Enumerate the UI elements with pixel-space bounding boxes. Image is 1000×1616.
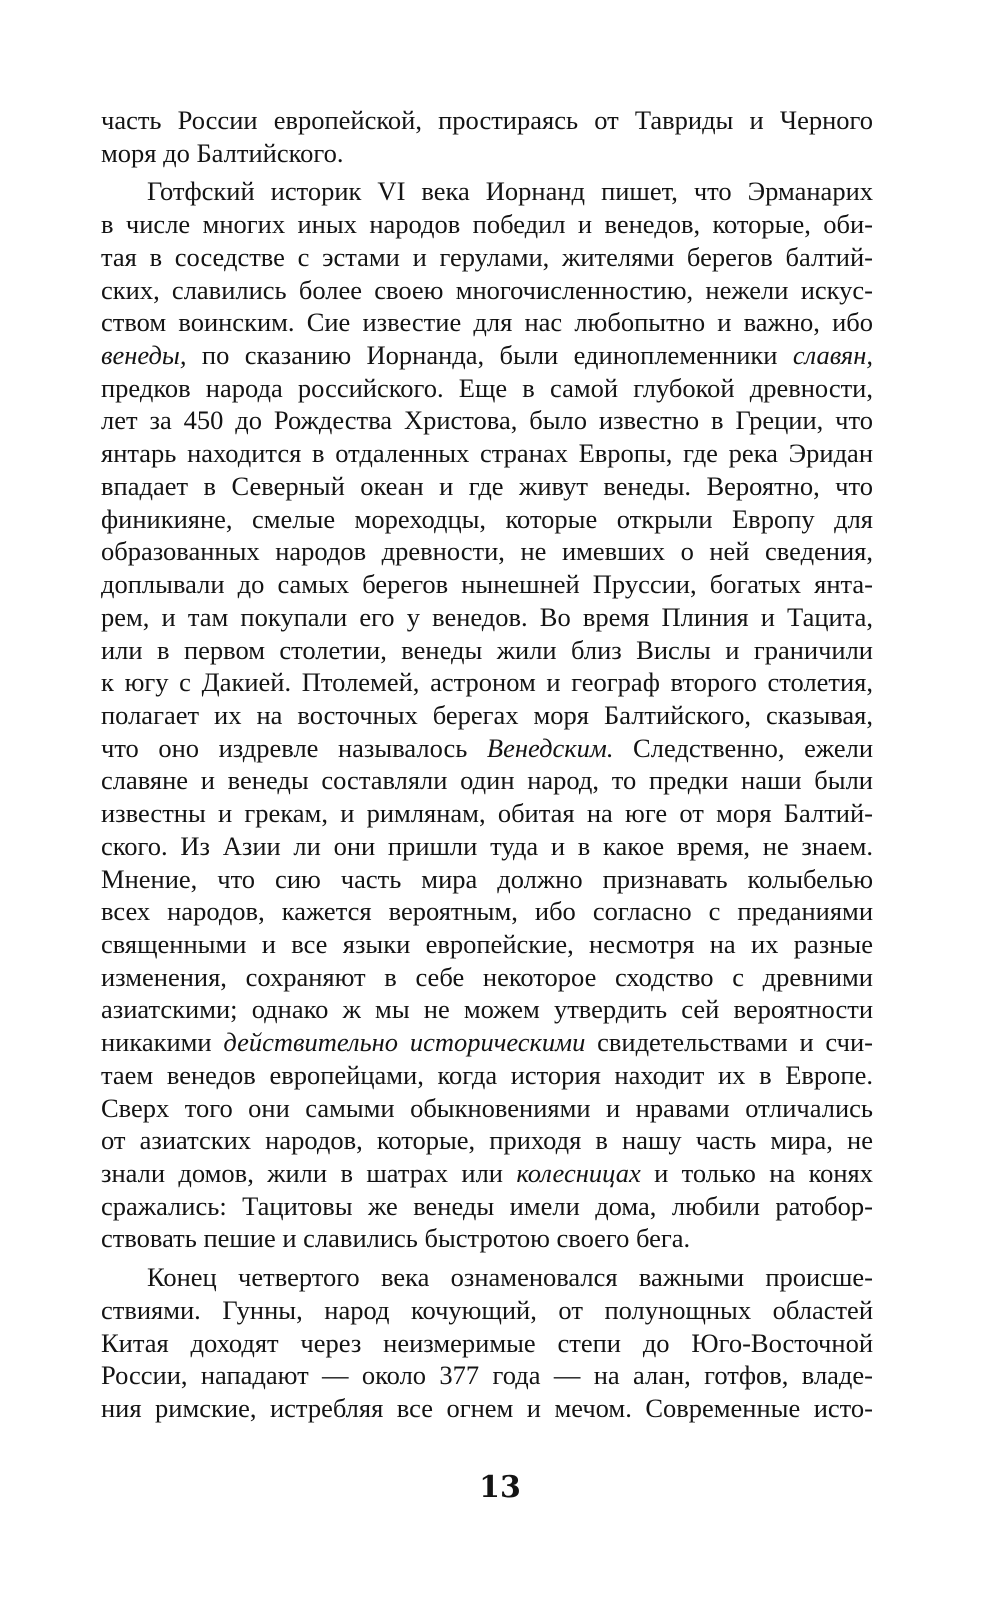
text-segment: предков народа российского. Еще в самой глубокой древности, — [101, 372, 873, 403]
text-line — [101, 1261, 873, 1294]
text-segment: ского. Из Азии ли они пришли туда и в какое время, не знаем. — [101, 830, 873, 861]
text-line — [101, 175, 873, 208]
text-line — [101, 339, 873, 372]
text-line — [101, 1092, 873, 1125]
italic-text: Венедским. — [486, 732, 614, 763]
italic-text: колесницах — [516, 1158, 641, 1188]
text-segment: изменения, сохраняют в себе некоторое сходство с древними — [101, 961, 873, 992]
text-line — [101, 797, 873, 830]
text-line — [101, 732, 873, 765]
text-segment: рем, и там покупали его у венедов. Во время Плиния и Тацита, — [101, 601, 873, 632]
text-line — [101, 274, 873, 307]
text-line — [101, 895, 873, 928]
text-segment: России, нападают — около 377 года — на алан, готфов, владе- — [101, 1360, 873, 1391]
text-line — [101, 535, 873, 568]
text-line — [101, 961, 873, 994]
text-line — [101, 928, 873, 961]
text-line — [101, 1359, 873, 1392]
text-line — [101, 1124, 873, 1157]
text-segment: Следственно, ежели — [613, 732, 873, 763]
text-line — [101, 666, 873, 699]
text-segment: впадает в Северный океан и где живут венеды. Вероятно, что — [101, 470, 873, 501]
text-segment: ских, славились более своею многочисленностию, нежели искус- — [101, 274, 873, 305]
text-line — [101, 699, 873, 732]
text-segment: янтарь находится в отдаленных странах Европы, где река Эридан — [101, 438, 873, 469]
text-segment: ством воинским. Сие известие для нас любопытно и важно, ибо — [101, 307, 873, 338]
text-segment: всех народов, кажется вероятным, ибо согласно с преданиями — [101, 896, 873, 927]
text-segment: известны и грекам, и римлянам, обитая на юге от моря Балтий- — [101, 798, 873, 829]
italic-text: венеды, — [101, 340, 187, 371]
text-segment: моря до Балтийского. — [101, 137, 344, 168]
paragraph-p1 — [101, 104, 873, 169]
text-segment: ния римские, истребляя все огнем и мечом. Современные исто- — [101, 1393, 873, 1424]
text-line — [101, 1157, 873, 1190]
text-line — [101, 104, 873, 137]
text-segment: от азиатских народов, которые, приходя в нашу часть мира, не — [101, 1125, 873, 1156]
text-segment: славяне и венеды составляли один народ, то предки наши были — [101, 765, 873, 796]
text-segment: образованных народов древности, не имевших о ней сведения, — [101, 536, 873, 567]
text-segment: часть России европейской, простираясь от Тавриды и Черного — [101, 105, 873, 135]
text-line — [101, 437, 873, 470]
text-line — [101, 1059, 873, 1092]
text-segment: лет за 450 до Рождества Христова, было известно в Греции, что — [101, 405, 873, 436]
text-line — [101, 306, 873, 339]
text-line — [101, 601, 873, 634]
text-segment: финикияне, смелые мореходцы, которые открыли Европу для — [101, 503, 873, 534]
text-line — [101, 1327, 873, 1360]
text-segment: таем венедов европейцами, когда история находит их в Европе. — [101, 1059, 873, 1090]
paragraph-p3 — [101, 1261, 873, 1425]
text-segment: что оно издревле называлось — [101, 732, 487, 763]
text-line — [101, 830, 873, 863]
text-segment: ствиями. Гунны, народ кочующий, от полунощных областей — [101, 1294, 873, 1325]
body-text — [101, 104, 873, 1425]
text-line — [101, 863, 873, 896]
text-segment: Китая доходят через неизмеримые степи до Юго-Восточной — [101, 1327, 873, 1358]
text-line — [101, 372, 873, 405]
text-segment: в числе многих иных народов победил и венедов, которые, оби- — [101, 209, 873, 240]
text-segment: и только на конях — [640, 1158, 873, 1188]
text-segment: никакими — [101, 1027, 224, 1058]
text-line — [101, 1392, 873, 1425]
text-segment: к югу с Дакией. Птолемей, астроном и географ второго столетия, — [101, 667, 873, 698]
text-segment: свидетельствами и счи- — [585, 1027, 873, 1058]
text-line — [101, 634, 873, 667]
text-segment: Сверх того они самыми обыкновениями и нравами отличались — [101, 1092, 873, 1123]
text-line — [101, 764, 873, 797]
text-line — [101, 993, 873, 1026]
paragraph-p2 — [101, 175, 873, 1255]
text-segment: священными и все языки европейские, несмотря на их разные — [101, 928, 873, 959]
text-line — [101, 208, 873, 241]
text-segment: азиатскими; однако ж мы не можем утвердить сей вероятности — [101, 994, 873, 1025]
text-line — [101, 1190, 873, 1223]
text-segment: или в первом столетии, венеды жили близ Вислы и граничили — [101, 634, 873, 665]
text-line — [101, 470, 873, 503]
text-line — [101, 503, 873, 536]
text-line — [101, 137, 873, 170]
text-segment: ствовать пешие и славились быстротою своего бега. — [101, 1223, 691, 1254]
text-line — [101, 1222, 873, 1255]
text-line — [101, 568, 873, 601]
text-segment: знали домов, жили в шатрах или — [101, 1158, 517, 1188]
page-number: 13 — [479, 1470, 521, 1505]
text-line — [101, 404, 873, 437]
text-segment: тая в соседстве с эстами и герулами, жителями берегов балтий- — [101, 241, 873, 272]
text-line — [101, 1294, 873, 1327]
italic-text: славян, — [792, 340, 873, 371]
text-line — [101, 1026, 873, 1059]
text-segment: Мнение, что сию часть мира должно признавать колыбелью — [101, 863, 873, 894]
text-segment: Готфский историк VI века Иорнанд пишет, что Эрманарих — [147, 176, 873, 207]
text-segment: полагает их на восточных берегах моря Балтийского, сказывая, — [101, 699, 873, 730]
text-segment: по сказанию Иорнанда, были единоплеменники — [186, 340, 793, 371]
text-segment: сражались: Тацитовы же венеды имели дома, любили ратобор- — [101, 1190, 873, 1221]
text-line — [101, 241, 873, 274]
text-segment: Конец четвертого века ознаменовался важными происше- — [147, 1262, 873, 1293]
text-segment: доплывали до самых берегов нынешней Пруссии, богатых янта- — [101, 569, 873, 600]
italic-text: действительно историческими — [223, 1027, 586, 1058]
